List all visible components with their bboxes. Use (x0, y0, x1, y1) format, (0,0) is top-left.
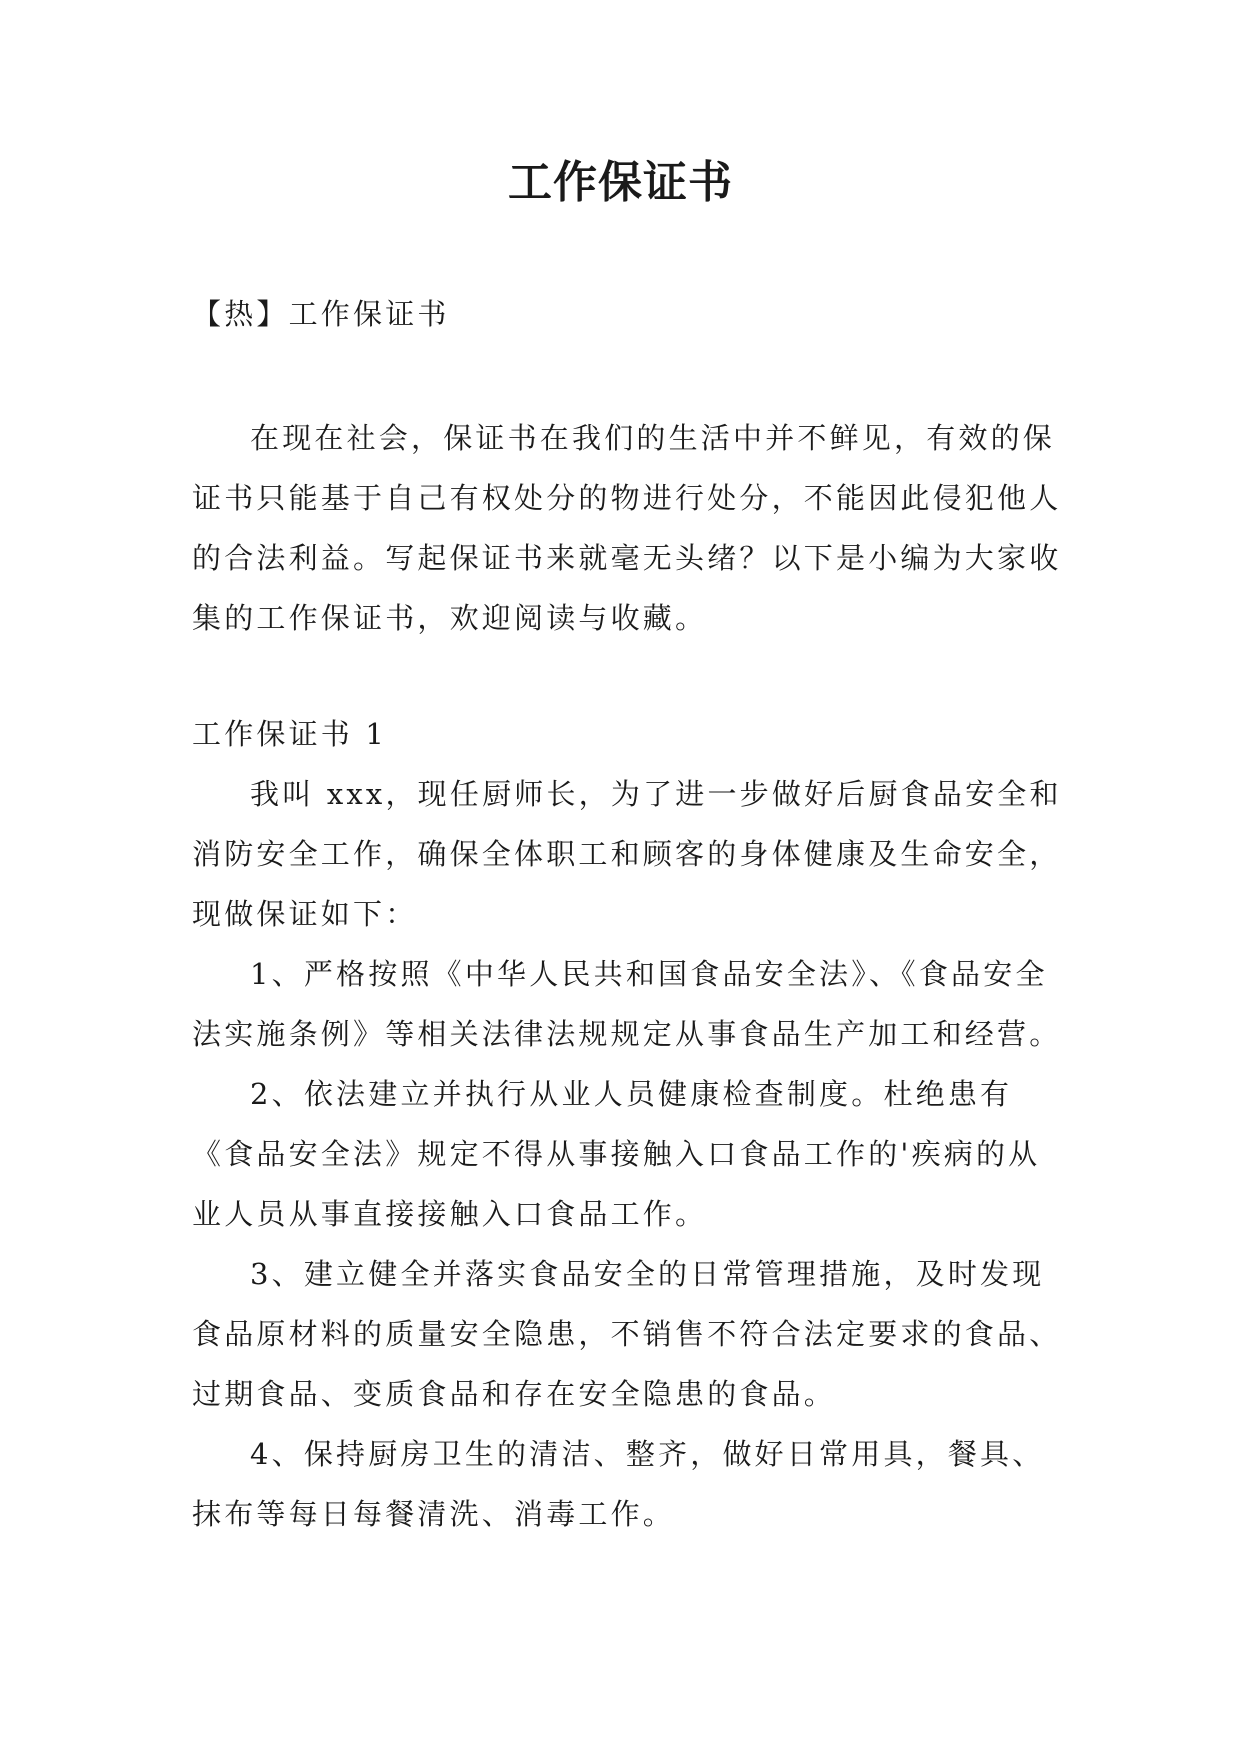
document-title: 工作保证书 (508, 157, 733, 208)
body-paragraph: 1、严格按照《中华人民共和国食品安全法》、《食品安全法实施条例》等相关法律法规规定从事食品生产加工和经营。 (192, 957, 1062, 1051)
body-paragraph: 3、建立健全并落实食品安全的日常管理措施，及时发现食品原材料的质量安全隐患，不销售不符合法定要求的食品、过期食品、变质食品和存在安全隐患的食品。 (192, 1257, 1062, 1411)
body-paragraph: 我叫 xxx，现任厨师长，为了进一步做好后厨食品安全和消防安全工作，确保全体职工和顾客的身体健康及生命安全，现做保证如下： (192, 777, 1062, 931)
intro-block (192, 408, 1062, 648)
intro-paragraph: 在现在社会，保证书在我们的生活中并不鲜见，有效的保证书只能基于自己有权处分的物进行处分，不能因此侵犯他人的合法利益。写起保证书来就毫无头绪？以下是小编为大家收集的工作保证书，欢迎阅读与收藏。 (192, 421, 1062, 635)
section-heading: 工作保证书 1 (192, 717, 388, 751)
document-subtitle: 【热】工作保证书 (192, 297, 450, 331)
body-paragraph: 2、依法建立并执行从业人员健康检查制度。杜绝患有《食品安全法》规定不得从事接触入口食品工作的'疾病的从业人员从事直接接触入口食品工作。 (192, 1077, 1041, 1231)
guarantee-section (192, 704, 1062, 1544)
body-paragraph: 4、保持厨房卫生的清洁、整齐，做好日常用具，餐具、抹布等每日每餐清洗、消毒工作。 (192, 1437, 1045, 1531)
